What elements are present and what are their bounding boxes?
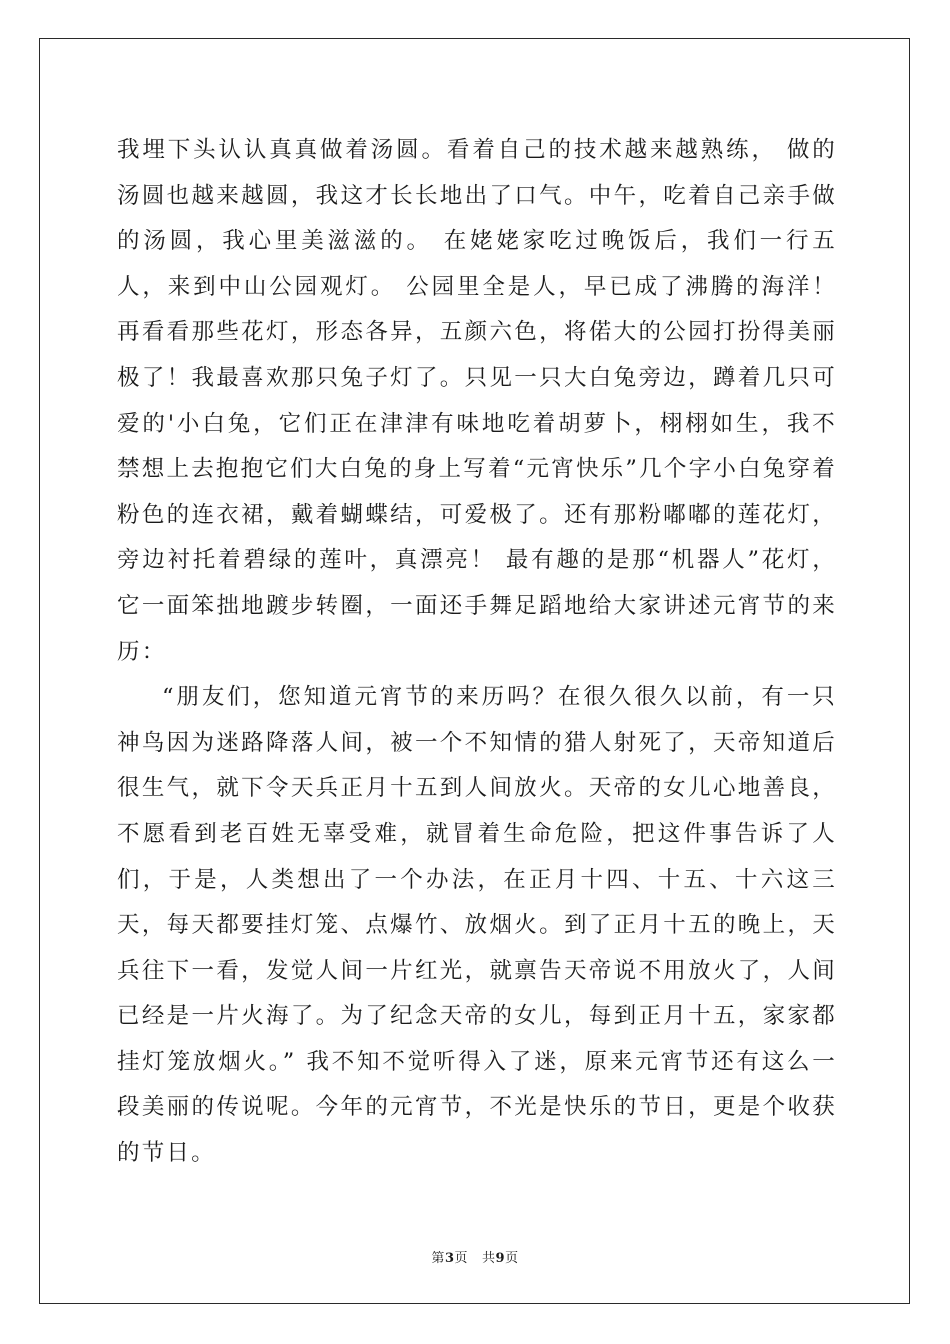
page-prefix: 第 — [431, 1251, 445, 1266]
total-suffix: 页 — [505, 1251, 519, 1266]
page-footer — [0, 1247, 950, 1266]
page-suffix: 页 — [454, 1251, 468, 1266]
paragraph-1: 我埋下头认认真真做着汤圆。看着自己的技术越来越熟练， 做的汤圆也越来越圆，我这才长长地出了口气。中午，吃着自己亲手做的汤圆，我心里美滋滋的。 在姥姥家吃过晚饭后，我们一行五人，来到中山公园观灯。 公园里全是人，早已成了沸腾的海洋！再看看那些花灯，形态各异，五颜六色，将偌大的公园打扮得美丽极了！我最喜欢那只兔子灯了。只见一只大白兔旁边，蹲着几只可爱的'小白兔，它们正在津津有味地吃着胡萝卜，栩栩如生，我不禁想上去抱抱它们大白兔的身上写着“元宵快乐”几个字小白兔穿着粉色的连衣裙，戴着蝴蝶结，可爱极了。还有那粉嘟嘟的莲花灯，旁边衬托着碧绿的莲叶，真漂亮！ 最有趣的是那“机器人”花灯，它一面笨拙地踱步转圈，一面还手舞足蹈地给大家讲述元宵节的来历： — [117, 137, 837, 665]
document-body — [117, 128, 837, 1177]
page-number: 3 — [444, 1251, 455, 1266]
paragraph-2: “朋友们，您知道元宵节的来历吗？在很久很久以前，有一只神鸟因为迷路降落人间，被一个不知情的猎人射死了，天帝知道后很生气，就下令天兵正月十五到人间放火。天帝的女儿心地善良，不愿看到老百姓无辜受难，就冒着生命危险，把这件事告诉了人们，于是，人类想出了一个办法，在正月十四、十五、十六这三天，每天都要挂灯笼、点爆竹、放烟火。到了正月十五的晚上，天兵往下一看，发觉人间一片红光，就禀告天帝说不用放火了，人间已经是一片火海了。为了纪念天帝的女儿，每到正月十五，家家都挂灯笼放烟火。” 我不知不觉听得入了迷，原来元宵节还有这么一段美丽的传说呢。今年的元宵节，不光是快乐的节日，更是个收获的节日。 — [117, 684, 837, 1167]
total-pages: 9 — [495, 1251, 506, 1266]
total-prefix: 共 — [482, 1251, 496, 1266]
